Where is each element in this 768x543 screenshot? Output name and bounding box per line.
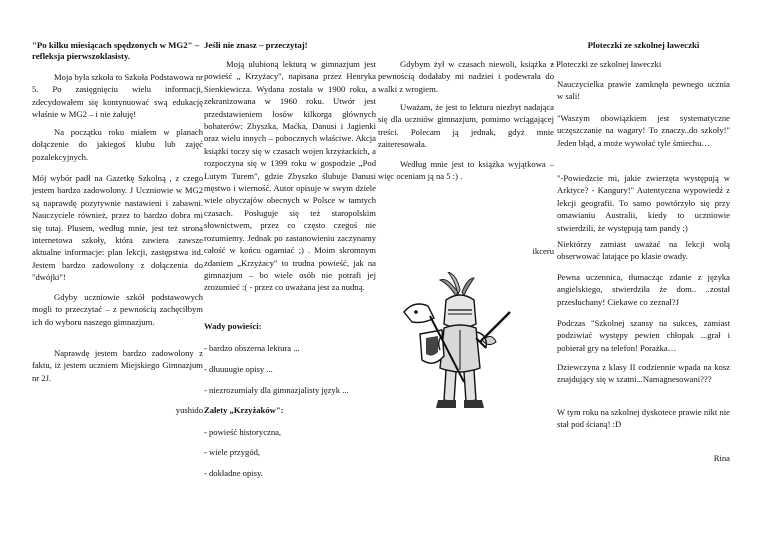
paragraph: Gdyby uczniowie szkół podstawowych mogli to przeczytać – z pewnością zachęciłbym ich do wyboru naszego gimnazjum.	[32, 292, 203, 327]
gossip-item: Pewna uczennica, tłumacząc zdanie z języka angielskiego, stwierdziła że dom.. ..został przesłuchany! Ciekawe co zeznał?J	[557, 272, 730, 307]
paragraph: Moją ulubioną lekturą w gimnazjum jest powieść „ Krzyżacy", napisana przez Henryka Sienkiewicza. Wydana została w 1900 roku, a zekranizowana w 1960 roku. Utwór jest przedstawieniem losów kilkorga głównych bohaterów: Zbyszka, Maćka, Danusi i Jagienki oraz wielu innych – pobocznych właściwe. Akcja książki toczy się w czasach wojen krzyżackich, a rozpoczyna się w 1399 roku w gospodzie „Pod Lutym Turem", gdzie Zbyszko ślubuje Danusi męstwo i wierność. Autor opisuje w swym dziele wiele obyczajów obecnych w Polsce w tamtych czasach. Posługuje się też staropolskim słownictwem, przez co często czegoś nie rozumiemy. Jednak po zastanowieniu zaczynamy całość w końcu ogarniać ;) . Moim skromnym zdaniem „Krzyżacy" to trudna powieść, jak na gimnazjum – bo wiele osób nie potrafi jej zrozumieć :( - przez co uważana jest za nudną.	[204, 59, 376, 293]
list-item: - dokładne opisy.	[204, 468, 263, 478]
gossip-item: Nauczycielka prawie zamknęła pewnego ucznia w sali!	[557, 79, 730, 102]
article-title: "Po kilku miesiącach spędzonych w MG2" – refleksja pierwszoklasisty.	[32, 40, 200, 61]
paragraph: Według mnie jest to książka wyjątkowa – więc oceniam ją na 5 :) .	[378, 159, 554, 182]
gossip-item: "-Powiedzcie mi, jakie zwierzęta występują w Arktyce? - Kangury!" Autentyczna wypowiedź z lekcji geografii. To samo powtórzyło się przy omawianiu Australii, kiedy to uczniowie stwierdzili, że występują tam pandy ;)	[557, 173, 730, 233]
article-title: Ploteczki ze szkolnej ławeczki	[587, 40, 700, 50]
gossip-item: Niektórzy zamiast uważać na lekcji wolą obserwować latające po klasie owady.	[557, 239, 730, 262]
gossip-item: Dziewczyna z klasy II codziennie wpada na kosz znajdujący się w szatni...Namagnesowani???	[557, 362, 730, 385]
gossip-item: "Waszym obowiązkiem jest systematyczne uczęszczanie na wagary! To znaczy..do szkoły!" Jeden błąd, a może wywołać tyle śmiechu…	[557, 113, 730, 148]
list-item: - wiele przygód,	[204, 447, 261, 457]
gossip-item: Podczas "Szkolnej szansy na sukces, zamiast podziwiać występy pewien chłopak ...grał i pobierał gry na telefon! Porażka…	[557, 318, 730, 353]
paragraph: Mój wybór padł na Gazetkę Szkolną , z czego jestem bardzo zadowolony. J Uczniowie w MG2 są naprawdę pozytywnie nastawieni i zabawni. Nauczyciele również, przez to bardzo dobra mi się tutaj. Plusem, według mnie, jest też strona internetowa szkoły, która zawiera zawsze aktualne informacje: plan lekcji, zastępstwa itd. Jestem bardzo zadowolony z dołączenia do "dwójki"!	[32, 173, 203, 283]
list-item: - niezrozumiały dla gimnazjalisty język ...	[204, 385, 349, 395]
paragraph: Gdybym żył w czasach niewoli, książka z pewnością dodałaby mi nadziei i podewrała do walki z wrogiem.	[378, 59, 554, 94]
gossip-item: W tym roku na szkolnej dyskotece prawie nikt nie stał pod ścianą! :D	[557, 407, 730, 430]
paragraph: Na początku roku miałem w planach dołączenie do jakiegoś klubu lub zajęć pozalekcyjnych.	[32, 127, 203, 162]
flaws-heading: Wady powieści:	[204, 321, 262, 331]
column-note: - Ploteczki ze szkolnej ławeczki	[551, 59, 662, 69]
author-signature: ikceru	[532, 246, 554, 256]
paragraph: Uważam, że jest to lektura niezbyt nadająca się dla uczniów gimnazjum, pomimo wciągającej treści. Polecam ją jednak, gdyż mnie zaiteresowała.	[378, 102, 554, 150]
author-signature: yushido	[175, 405, 203, 415]
list-item: - dłuuuugie opisy ...	[204, 364, 273, 374]
article-title: Jeśli nie znasz – przeczytaj!	[204, 40, 308, 50]
author-signature: Rina	[713, 453, 730, 463]
paragraph: Moja była szkoła to Szkoła Podstawowa nr 5. Po zasięgnięciu wielu informacji, zdecydowałem się kontynuować swą edukację właśnie w MG2 – i nie żałuję!	[32, 72, 203, 120]
knight-illustration	[400, 272, 528, 422]
list-item: - powieść historyczna,	[204, 427, 282, 437]
paragraph: Naprawdę jestem bardzo zadowolony z faktu, iż jestem uczniem Miejskiego Gimnazjum nr 2J.	[32, 348, 203, 383]
list-item: - bardzo obszerna lektura ...	[204, 343, 300, 353]
merits-heading: Zalety „Krzyżaków":	[204, 405, 284, 415]
